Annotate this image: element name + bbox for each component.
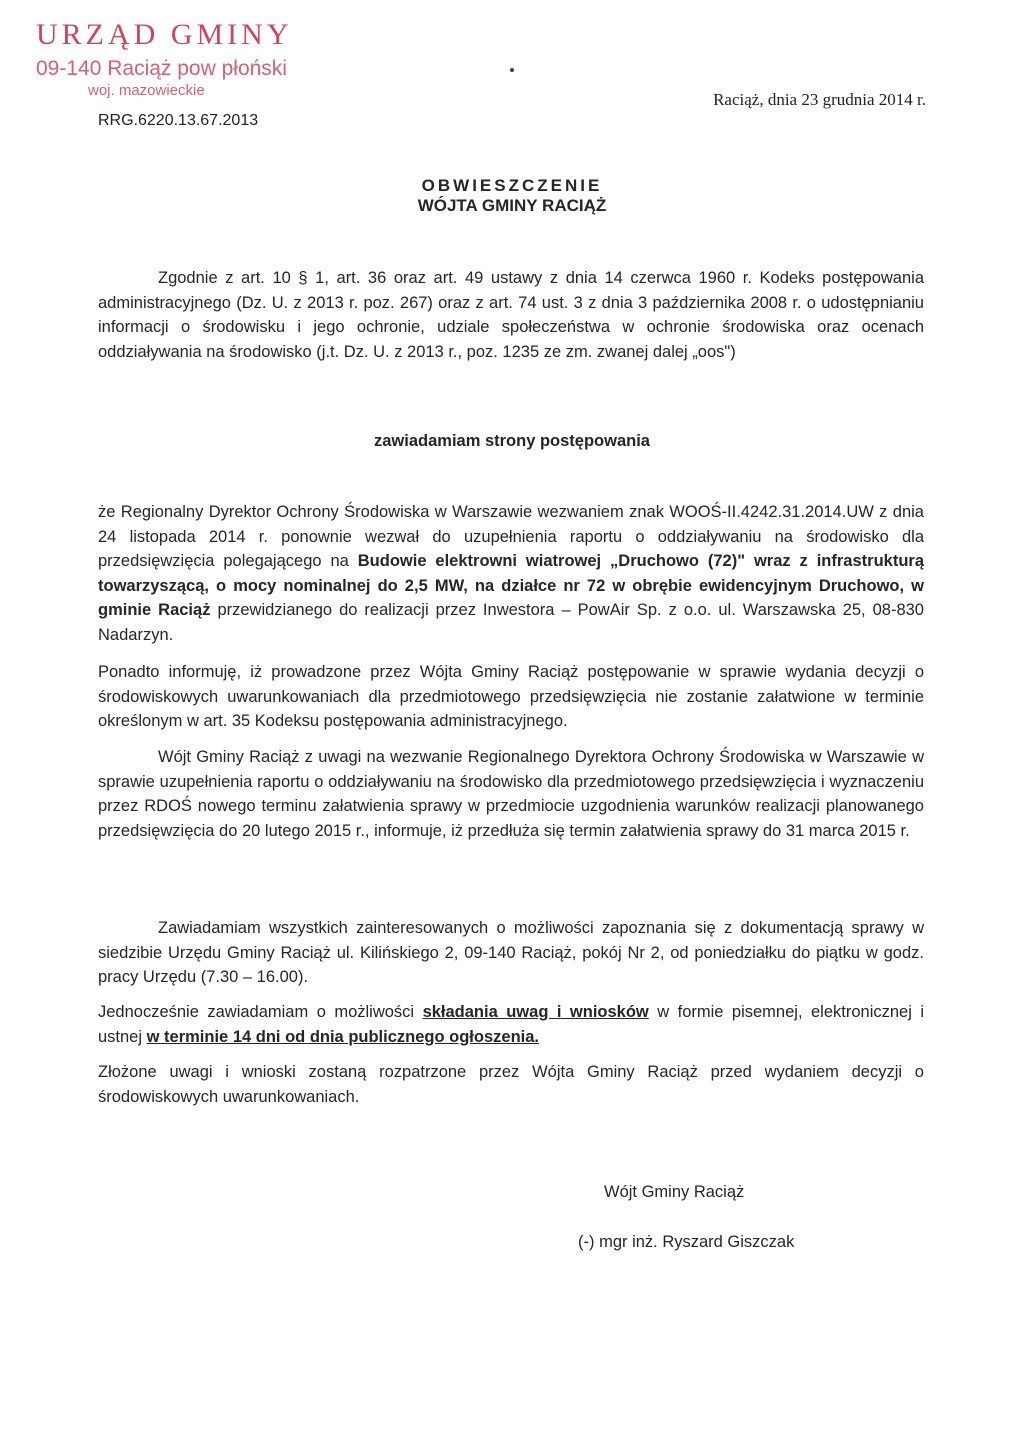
paragraph-delay-info: Ponadto informuję, iż prowadzone przez Wójta Gminy Raciąż postępowanie w sprawie wydania decyzji o środowiskowych uwarunkowaniach dla przedmiotowego przedsięwzięcia nie zostanie załatwione w terminie określonym w art. 35 Kodeksu postępowania administracyjnego. bbox=[98, 663, 924, 730]
signature-name: (-) mgr inż. Ryszard Giszczak bbox=[578, 1233, 795, 1251]
paragraph-extension: Wójt Gminy Raciąż z uwagi na wezwanie Regionalnego Dyrektora Ochrony Środowiska w Warszawie w sprawie uzupełnienia raportu o oddziaływaniu na środowisko dla przedmiotowego przedsięwzięcia i wyznaczeniu przez RDOŚ nowego terminu załatwienia sprawy w przedmiocie uzgodnienia warunków realizacji planowanego przedsięwzięcia do 20 lutego 2015 r., informuje, iż przedłuża się termin załatwienia sprawy do 31 marca 2015 r. bbox=[98, 748, 924, 840]
paragraph-comments bbox=[98, 1000, 924, 1049]
paragraph-rdos-summons bbox=[98, 500, 924, 647]
office-stamp bbox=[36, 18, 293, 100]
paragraph-5-text-b: w formie pisemnej, elektronicznej i ustnej bbox=[98, 1003, 925, 1046]
paragraph-documentation-access: Zawiadamiam wszystkich zainteresowanych o możliwości zapoznania się z dokumentacją sprawy w siedzibie Urzędu Gminy Raciąż ul. Kilińskiego 2, 09-140 Raciąż, pokój Nr 2, od poniedziałku do piątku w godz. pracy Urzędu (7.30 – 16.00). bbox=[98, 919, 924, 986]
stamp-line-1: URZĄD GMINY bbox=[36, 18, 293, 51]
paragraph-1-text-a: że Regionalny Dyrektor Ochrony Środowiska w Warszawie wezwaniem znak WOOŚ-II.4242.31.2014.UW z dnia 24 listopada 2014 r. ponownie wezwał do uzupełnienia raportu o oddziaływaniu na środowisko dla przedsięwzięcia polegającego na bbox=[98, 503, 924, 570]
title-line-1: OBWIESZCZENIE bbox=[421, 176, 603, 195]
document-title bbox=[0, 176, 1024, 216]
stamp-line-3: woj. mazowieckie bbox=[88, 82, 205, 99]
comments-emphasis: składania uwag i wniosków bbox=[422, 1003, 649, 1021]
paragraph-review: Złożone uwagi i wnioski zostaną rozpatrzone przez Wójta Gminy Raciąż przed wydaniem decyzji o środowiskowych uwarunkowaniach. bbox=[98, 1063, 924, 1106]
reference-number: RRG.6220.13.67.2013 bbox=[98, 112, 259, 129]
legal-basis-paragraph: Zgodnie z art. 10 § 1, art. 36 oraz art. 49 ustawy z dnia 14 czerwca 1960 r. Kodeks postępowania administracyjnego (Dz. U. z 2013 r. poz. 267) oraz z art. 74 ust. 3 z dnia 3 października 2008 r. o udostępnianiu informacji o środowisku i jego ochronie, udziale społeczeństwa w ochronie środowiska oraz ocenach oddziaływania na środowisko (j.t. Dz. U. z 2013 r., poz. 1235 ze zm. zwanej dalej „oos") bbox=[98, 269, 924, 361]
stamp-line-2: 09-140 Raciąż pow płoński bbox=[36, 57, 287, 80]
signature-role: Wójt Gminy Raciąż bbox=[604, 1183, 745, 1201]
deadline-emphasis: w terminie 14 dni od dnia publicznego ogłoszenia. bbox=[146, 1027, 539, 1046]
title-line-2: WÓJTA GMINY RACIĄŻ bbox=[417, 196, 607, 215]
scan-speck bbox=[510, 68, 514, 72]
paragraph-1-text-b: przewidzianego do realizacji przez Inwestora – PowAir Sp. z o.o. ul. Warszawska 25, 08-830 Nadarzyn. bbox=[98, 601, 924, 644]
place-and-date: Raciąż, dnia 23 grudnia 2014 r. bbox=[713, 90, 926, 109]
project-description: Budowie elektrowni wiatrowej „Druchowo (72)" wraz z infrastrukturą towarzyszącą, o mocy nominalnej do 2,5 MW, na działce nr 72 w obrębie ewidencyjnym Druchowo, w gminie Raciąż bbox=[98, 552, 924, 619]
paragraph-5-text-a: Jednocześnie zawiadamiam o możliwości bbox=[98, 1003, 423, 1021]
notice-heading: zawiadamiam strony postępowania bbox=[374, 432, 650, 450]
